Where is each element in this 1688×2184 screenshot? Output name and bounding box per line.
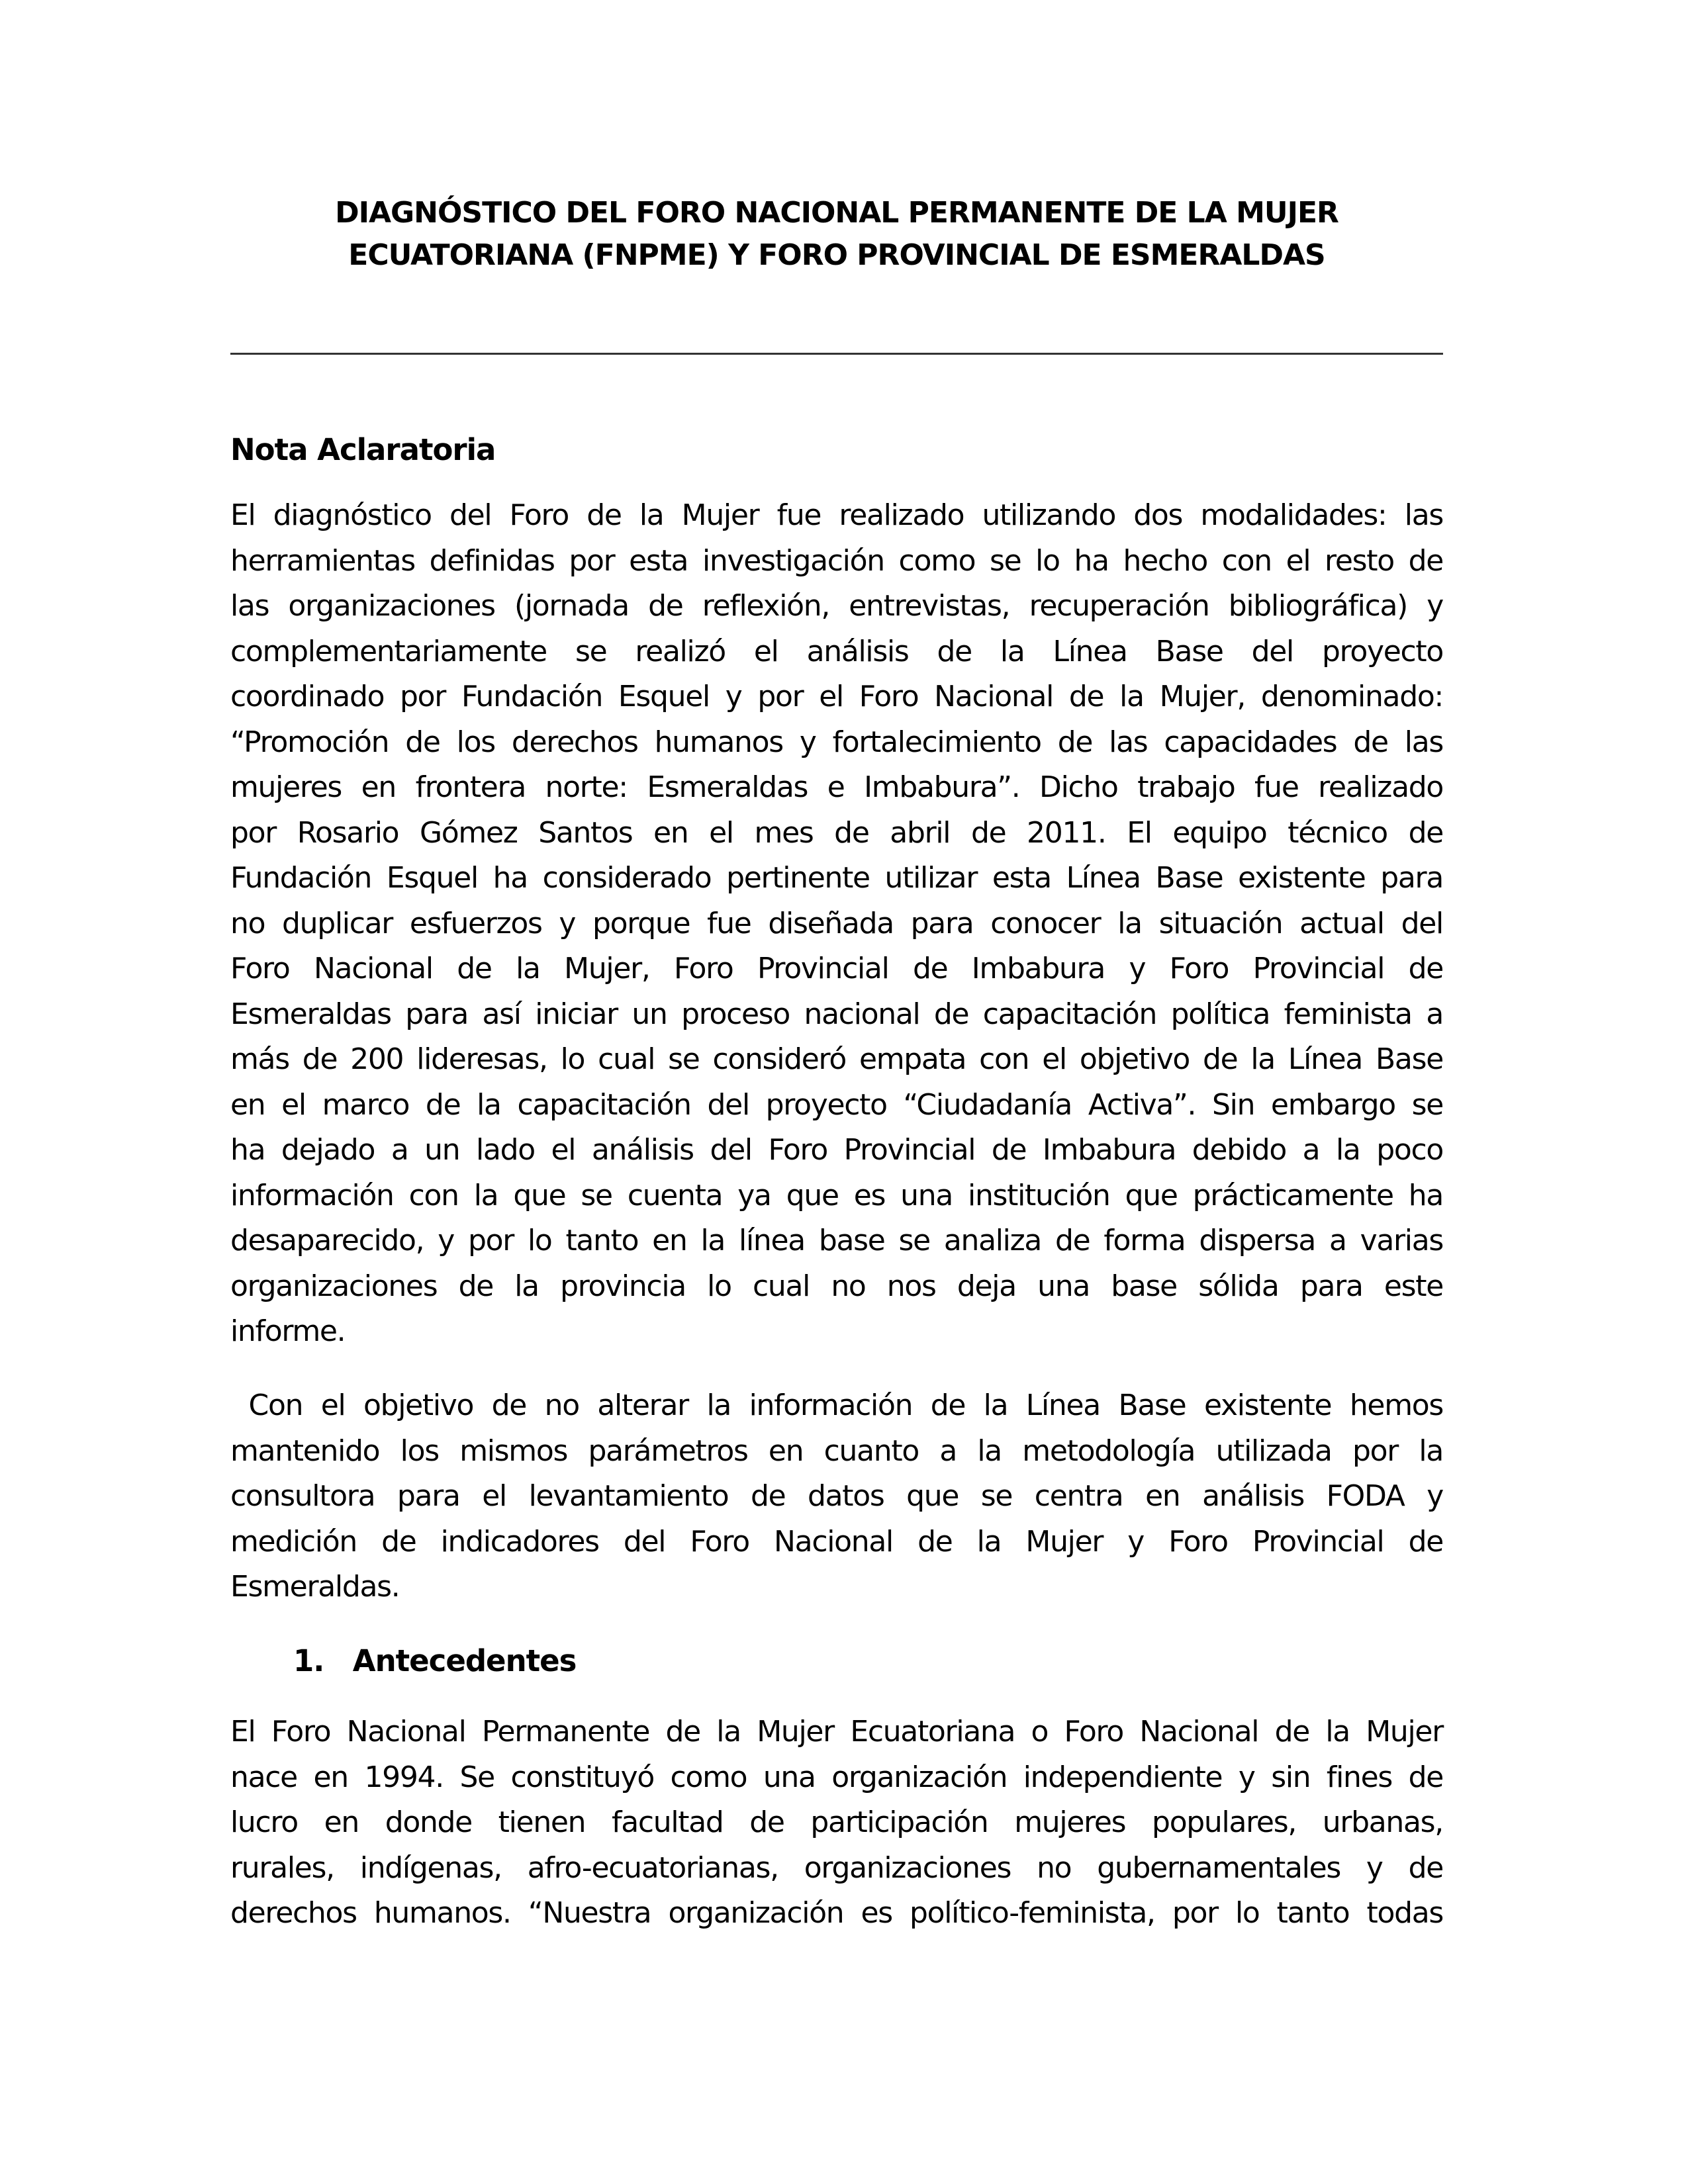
text-line: información con la que se cuenta ya que es una institución que prácticamente ha — [230, 1178, 1443, 1212]
section-title: Antecedentes — [352, 1643, 577, 1678]
text-line: derechos humanos. “Nuestra organización es político-feminista, por lo tanto todas — [230, 1896, 1443, 1930]
text-line: Esmeraldas para así iniciar un proceso nacional de capacitación política feminista a — [230, 997, 1443, 1031]
text-line: organizaciones de la provincia lo cual no nos deja una base sólida para este — [230, 1269, 1443, 1303]
text-line: nace en 1994. Se constituyó como una organización independiente y sin fines de — [230, 1760, 1443, 1794]
text-line: más de 200 lideresas, lo cual se consideró empata con el objetivo de la Línea Base — [230, 1042, 1443, 1076]
nota-aclaratoria-heading: Nota Aclaratoria — [230, 432, 496, 467]
nota-paragraph-2 — [230, 1383, 1443, 1610]
title-divider — [230, 353, 1443, 355]
text-line: las organizaciones (jornada de reflexión, entrevistas, recuperación bibliográfica) y — [230, 589, 1443, 623]
text-line: informe. — [230, 1314, 346, 1348]
text-line: consultora para el levantamiento de datos que se centra en análisis FODA y — [230, 1479, 1443, 1513]
text-line: desaparecido, y por lo tanto en la línea base se analiza de forma dispersa a varias — [230, 1224, 1443, 1257]
text-line: en el marco de la capacitación del proyecto “Ciudadanía Activa”. Sin embargo se — [230, 1087, 1443, 1122]
nota-paragraph-1 — [230, 493, 1443, 1355]
text-line: coordinado por Fundación Esquel y por el Foro Nacional de la Mujer, denominado: — [230, 680, 1443, 713]
text-line: herramientas definidas por esta investigación como se lo ha hecho con el resto de — [230, 543, 1443, 578]
text-line: Foro Nacional de la Mujer, Foro Provincial de Imbabura y Foro Provincial de — [230, 952, 1443, 985]
text-line: no duplicar esfuerzos y porque fue diseñada para conocer la situación actual del — [230, 906, 1443, 940]
text-line: Esmeraldas. — [230, 1570, 400, 1604]
text-line: El Foro Nacional Permanente de la Mujer Ecuatoriana o Foro Nacional de la Mujer — [230, 1715, 1443, 1749]
section-number: 1. — [293, 1643, 324, 1678]
text-line: Con el objetivo de no alterar la información de la Línea Base existente hemos — [230, 1388, 1443, 1422]
text-line: El diagnóstico del Foro de la Mujer fue realizado utilizando dos modalidades: las — [230, 498, 1443, 532]
document-title — [230, 192, 1443, 277]
text-line: mantenido los mismos parámetros en cuanto a la metodología utilizada por la — [230, 1433, 1443, 1468]
text-line: ha dejado a un lado el análisis del Foro Provincial de Imbabura debido a la poco — [230, 1133, 1443, 1167]
text-line: medición de indicadores del Foro Nacional de la Mujer y Foro Provincial de — [230, 1524, 1443, 1559]
text-line: complementariamente se realizó el análisis de la Línea Base del proyecto — [230, 634, 1443, 668]
title-line-1: DIAGNÓSTICO DEL FORO NACIONAL PERMANENTE DE LA MUJER — [335, 196, 1338, 230]
section-1-heading — [293, 1641, 576, 1681]
text-line: mujeres en frontera norte: Esmeraldas e Imbabura”. Dicho trabajo fue realizado — [230, 770, 1443, 804]
text-line: Fundación Esquel ha considerado pertinente utilizar esta Línea Base existente para — [230, 861, 1443, 895]
text-line: lucro en donde tienen facultad de participación mujeres populares, urbanas, — [230, 1805, 1443, 1839]
antecedentes-paragraph — [230, 1709, 1443, 1936]
title-line-2: ECUATORIANA (FNPME) Y FORO PROVINCIAL DE ESMERALDAS — [348, 238, 1325, 272]
text-line: por Rosario Gómez Santos en el mes de abril de 2011. El equipo técnico de — [230, 815, 1443, 850]
text-line: rurales, indígenas, afro-ecuatorianas, organizaciones no gubernamentales y de — [230, 1850, 1443, 1885]
text-line: “Promoción de los derechos humanos y fortalecimiento de las capacidades de las — [230, 725, 1443, 759]
